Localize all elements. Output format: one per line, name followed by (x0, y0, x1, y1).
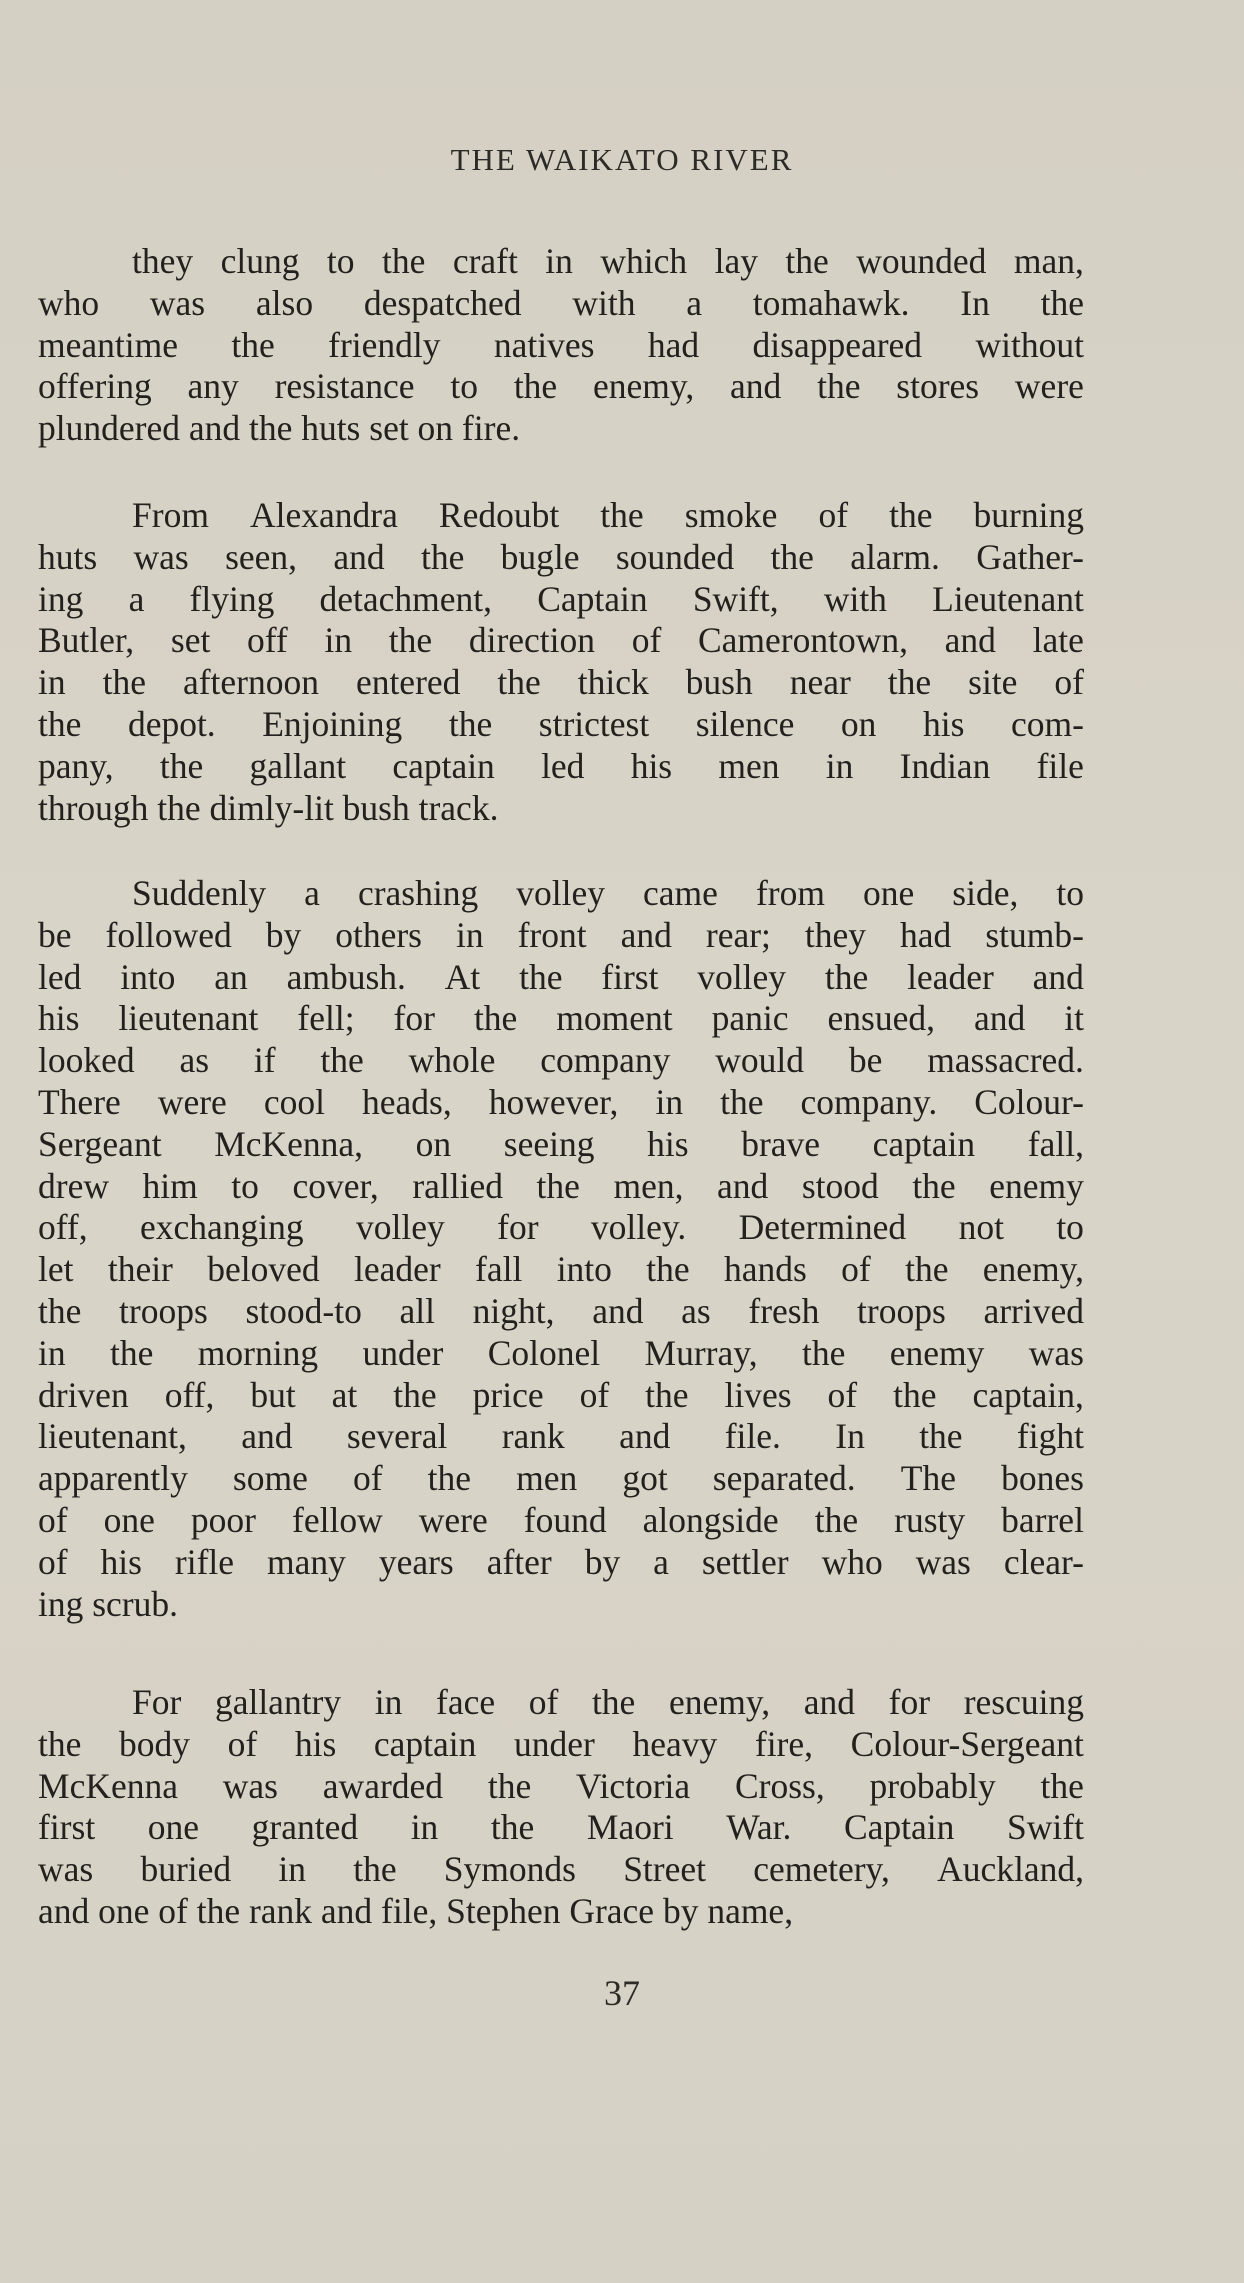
text-line: off, exchanging volley for volley. Determined not to (38, 1207, 1084, 1248)
text-line: they clung to the craft in which lay the wounded man, (132, 241, 1084, 281)
text-line: huts was seen, and the bugle sounded the alarm. Gather- (38, 536, 1084, 577)
text-line: drew him to cover, rallied the men, and stood the enemy (38, 1165, 1084, 1206)
text-line: ing a flying detachment, Captain Swift, with Lieutenant (38, 578, 1084, 619)
paragraph-3 (38, 873, 1084, 1625)
text-line: was buried in the Symonds Street cemetery, Auckland, (38, 1849, 1084, 1890)
text-line: of one poor fellow were found alongside the rusty barrel (38, 1499, 1084, 1540)
text-line: the body of his captain under heavy fire, Colour-Sergeant (38, 1723, 1084, 1764)
text-line: who was also despatched with a tomahawk. In the (38, 282, 1084, 323)
text-line: led into an ambush. At the first volley the leader and (38, 956, 1084, 997)
text-line: looked as if the whole company would be massacred. (38, 1040, 1084, 1081)
paragraph-1 (38, 241, 1084, 450)
text-line: in the afternoon entered the thick bush near the site of (38, 662, 1084, 703)
text-line: Butler, set off in the direction of Camerontown, and late (38, 620, 1084, 661)
text-line: Sergeant McKenna, on seeing his brave captain fall, (38, 1123, 1084, 1164)
running-head: THE WAIKATO RIVER (450, 142, 794, 177)
paragraph-4 (38, 1682, 1084, 1933)
text-line: first one granted in the Maori War. Captain Swift (38, 1807, 1084, 1848)
text-line: and one of the rank and file, Stephen Grace by name, (38, 1890, 794, 1931)
text-line: pany, the gallant captain led his men in Indian file (38, 745, 1084, 786)
text-line: meantime the friendly natives had disappeared without (38, 324, 1084, 365)
text-line: through the dimly-lit bush track. (38, 787, 499, 828)
text-line: ing scrub. (38, 1583, 179, 1624)
text-line: McKenna was awarded the Victoria Cross, probably the (38, 1765, 1084, 1806)
text-line: the troops stood-to all night, and as fresh troops arrived (38, 1290, 1084, 1331)
text-line: Suddenly a crashing volley came from one side, to (132, 873, 1084, 913)
text-line: be followed by others in front and rear; they had stumb- (38, 914, 1084, 955)
page-number: 37 (604, 1973, 640, 2013)
text-line: in the morning under Colonel Murray, the enemy was (38, 1332, 1084, 1373)
text-line: lieutenant, and several rank and file. In the fight (38, 1416, 1084, 1457)
text-line: offering any resistance to the enemy, and the stores were (38, 366, 1084, 407)
text-line: his lieutenant fell; for the moment panic ensued, and it (38, 998, 1084, 1039)
text-line: the depot. Enjoining the strictest silence on his com- (38, 703, 1084, 744)
text-line: From Alexandra Redoubt the smoke of the burning (132, 495, 1084, 535)
text-line: driven off, but at the price of the lives of the captain, (38, 1374, 1084, 1415)
text-line: plundered and the huts set on fire. (38, 408, 521, 449)
text-line: of his rifle many years after by a settler who was clear- (38, 1541, 1084, 1582)
text-line: There were cool heads, however, in the company. Colour- (38, 1081, 1084, 1122)
text-line: apparently some of the men got separated. The bones (38, 1458, 1084, 1499)
text-line: let their beloved leader fall into the hands of the enemy, (38, 1249, 1084, 1290)
paragraph-2 (38, 495, 1084, 829)
text-line: For gallantry in face of the enemy, and for rescuing (132, 1682, 1084, 1722)
